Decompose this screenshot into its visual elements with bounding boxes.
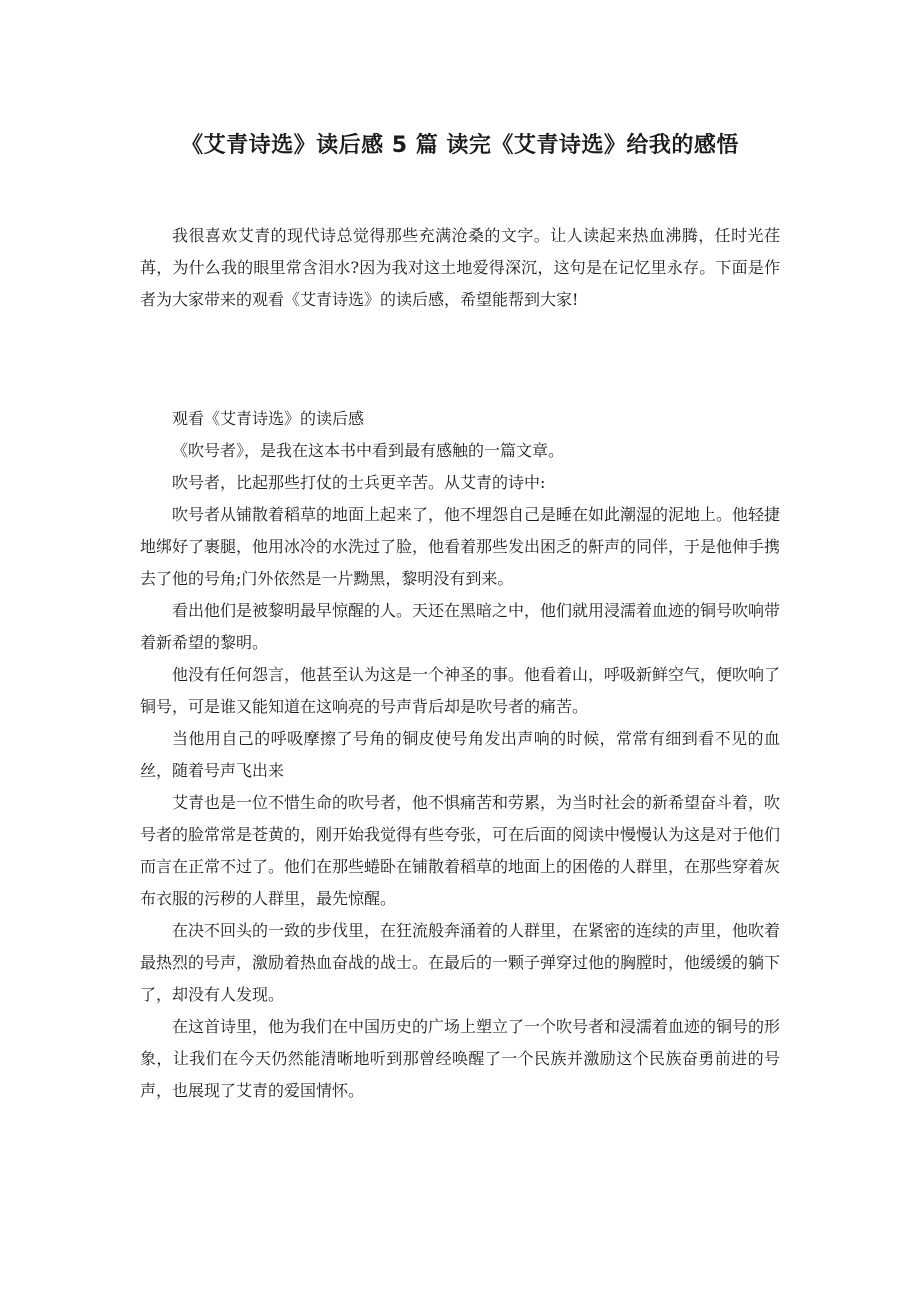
- article-section: [140, 403, 780, 1107]
- paragraph: 吹号者，比起那些打仗的士兵更辛苦。从艾青的诗中:: [172, 473, 546, 492]
- paragraph: 他没有任何怨言，他甚至认为这是一个神圣的事。他看着山，呼吸新鲜空气，便吹响了铜号，可是谁又能知道在这响亮的号声背后却是吹号者的痛苦。: [140, 665, 781, 716]
- intro-paragraph: 我很喜欢艾青的现代诗总觉得那些充满沧桑的文字。让人读起来热血沸腾，任时光荏苒，为什么我的眼里常含泪水?因为我对这土地爱得深沉，这句是在记忆里永存。下面是作者为大家带来的观看《艾青诗选》的读后感，希望能帮到大家!: [140, 226, 780, 309]
- paragraph: 在这首诗里，他为我们在中国历史的广场上塑立了一个吹号者和浸濡着血迹的铜号的形象，让我们在今天仍然能清晰地听到那曾经唤醒了一个民族并激励这个民族奋勇前进的号声，也展现了艾青的爱国情怀。: [140, 1017, 781, 1100]
- paragraph: 吹号者从铺散着稻草的地面上起来了，他不埋怨自己是睡在如此潮湿的泥地上。他轻捷地绑好了裹腿，他用冰冷的水洗过了脸，他看着那些发出困乏的鼾声的同伴，于是他伸手携去了他的号角;门外依然是一片黝黑，黎明没有到来。: [140, 505, 781, 588]
- paragraph: 在决不回头的一致的步伐里，在狂流般奔涌着的人群里，在紧密的连续的声里，他吹着最热烈的号声，激励着热血奋战的战士。在最后的一颗子弹穿过他的胸膛时，他缓缓的躺下了，却没有人发现。: [140, 921, 781, 1004]
- paragraph: 艾青也是一位不惜生命的吹号者，他不惧痛苦和劳累，为当时社会的新希望奋斗着，吹号者的脸常常是苍黄的，刚开始我觉得有些夸张，可在后面的阅读中慢慢认为这是对于他们而言在正常不过了。他们在那些蜷卧在铺散着稻草的地面上的困倦的人群里，在那些穿着灰布衣服的污秽的人群里，最先惊醒。: [140, 793, 781, 908]
- section-heading: 观看《艾青诗选》的读后感: [172, 409, 365, 428]
- paragraph: 当他用自己的呼吸摩擦了号角的铜皮使号角发出声响的时候，常常有细到看不见的血丝，随着号声飞出来: [140, 729, 780, 780]
- document-title: 《艾青诗选》读后感 5 篇 读完《艾青诗选》给我的感悟: [181, 133, 739, 158]
- paragraph: 看出他们是被黎明最早惊醒的人。天还在黑暗之中，他们就用浸濡着血迹的铜号吹响带着新希望的黎明。: [140, 601, 781, 652]
- paragraph: 《吹号者》，是我在这本书中看到最有感触的一篇文章。: [172, 441, 565, 460]
- intro-section: [140, 220, 780, 316]
